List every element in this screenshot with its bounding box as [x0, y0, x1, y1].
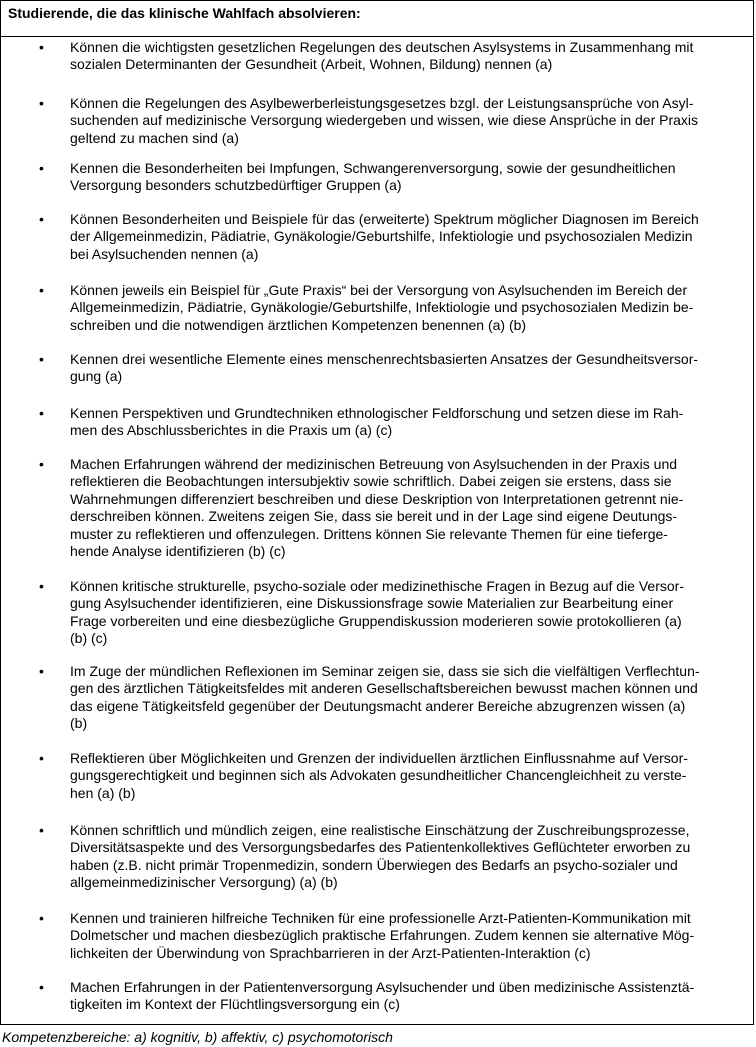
- bullet-icon: •: [39, 822, 44, 838]
- bullet-icon: •: [39, 663, 44, 679]
- list-item-text: Kennen drei wesentliche Elemente eines menschenrechtsbasierten Ansatzes der Gesundheitsversor- gung (a): [70, 351, 699, 385]
- bullet-icon: •: [39, 95, 44, 111]
- bullet-icon: •: [39, 39, 44, 55]
- bullet-icon: •: [39, 578, 44, 594]
- bullet-icon: •: [39, 979, 44, 995]
- list-item-text: Im Zuge der mündlichen Reflexionen im Seminar zeigen sie, dass sie sich die vielfältigen Verflechtun- gen des ärztlichen Tätigkeitsfeldes mit anderen Gesellschaftsbereichen bewusst machen können und das eigene Tätigkeitsfeld gegenüber der Deutungsmacht anderer Bereiche abzugrenzen wissen (a) (b): [70, 663, 700, 732]
- list-item-text: Können die wichtigsten gesetzlichen Regelungen des deutschen Asylsystems in Zusammenhang mit sozialen Determinanten der Gesundheit (Arbeit, Wohnen, Bildung) nennen (a): [70, 39, 694, 73]
- list-item-text: Kennen Perspektiven und Grundtechniken ethnologischer Feldforschung und setzen diese im Rah- men des Abschlussberichtes in die Praxis um (a) (c): [70, 405, 684, 439]
- list-item-text: Kennen die Besonderheiten bei Impfungen, Schwangerenversorgung, sowie der gesundheitlichen Versorgung besonders schutzbedürftiger Gruppen (a): [70, 160, 676, 194]
- list-item-text: Kennen und trainieren hilfreiche Techniken für eine professionelle Arzt-Patienten-Kommunikation mit Dolmetscher und machen diesbezüglich praktische Erfahrungen. Zudem kennen sie alternative Mög- lichkeiten der Überwindung von Sprachbarrieren in der Arzt-Patienten-Interaktion (c): [70, 910, 695, 961]
- bullet-icon: •: [39, 351, 44, 367]
- list-item-text: Reflektieren über Möglichkeiten und Grenzen der individuellen ärztlichen Einflussnahme auf Versor- gungsgerechtigkeit und beginnen sich als Advokaten gesundheitlicher Chancengleichheit zu verste- hen (a) (b): [70, 750, 688, 801]
- bullet-icon: •: [39, 456, 44, 472]
- bullet-icon: •: [39, 160, 44, 176]
- list-item-text: Können schriftlich und mündlich zeigen, eine realistische Einschätzung der Zuschreibungsprozesse, Diversitätsaspekte und des Versorgungsbedarfes des Patientenkollektives Geflüchteter erworben zu haben (z.B. nicht primär Tropenmedizin, sondern Überwiegen des Bedarfs an psycho-sozialer und allgemeinmedizinischer Versorgung) (a) (b): [70, 822, 691, 891]
- list-item-text: Können die Regelungen des Asylbewerberleistungsgesetzes bzgl. der Leistungsansprüche von Asyl- suchenden auf medizinische Versorgung wiedergeben und wissen, wie diese Ansprüche in der Praxis geltend zu machen sind (a): [70, 95, 699, 146]
- list-item-text: Können kritische strukturelle, psycho-soziale oder medizinethische Fragen in Bezug auf die Versor- gung Asylsuchender identifizieren, eine Diskussionsfrage sowie Materialien zur Bearbeitung einer Frage vorbereiten und eine diesbezügliche Gruppendiskussion moderieren sowie protokollieren (a) (b) (c): [70, 578, 684, 647]
- table-header: Studierende, die das klinische Wahlfach absolvieren:: [1, 1, 753, 37]
- competency-footnote: Kompetenzbereiche: a) kognitiv, b) affektiv, c) psychomotorisch: [2, 1029, 393, 1045]
- bullet-icon: •: [39, 282, 44, 298]
- bullet-icon: •: [39, 910, 44, 926]
- bullet-icon: •: [39, 750, 44, 766]
- list-item-text: Machen Erfahrungen während der medizinischen Betreuung von Asylsuchenden in der Praxis und reflektieren die Beobachtungen intersubjektiv sowie schriftlich. Dabei zeigen sie erstens, dass sie Wahrnehmungen differenziert beschreiben und diese Deskription von Interpretationen getrennt nie- derschreiben können. Zweitens zeigen Sie, dass sie bereit und in der Lage sind eigene Deutungs- muster zu reflektieren und offenzulegen. Drittens können Sie relevante Themen für eine tieferge- hende Analyse identifizieren (b) (c): [70, 456, 684, 560]
- list-item-text: Können jeweils ein Beispiel für „Gute Praxis“ bei der Versorgung von Asylsuchenden im Bereich der Allgemeinmedizin, Pädiatrie, Gynäkologie/Geburtshilfe, Infektiologie und psychosozialen Medizin be- schreiben und die notwendigen ärztlichen Kompetenzen benennen (a) (b): [70, 282, 694, 333]
- bullet-icon: •: [39, 405, 44, 421]
- list-item-text: Können Besonderheiten und Beispiele für das (erweiterte) Spektrum möglicher Diagnosen im Bereich der Allgemeinmedizin, Pädiatrie, Gynäkologie/Geburtshilfe, Infektiologie und psychosozialen Medizin bei Asylsuchenden nennen (a): [70, 211, 699, 262]
- bullet-icon: •: [39, 211, 44, 227]
- list-item-text: Machen Erfahrungen in der Patientenversorgung Asylsuchender und üben medizinische Assistenztä- tigkeiten im Kontext der Flüchtlingsversorgung ein (c): [70, 979, 695, 1013]
